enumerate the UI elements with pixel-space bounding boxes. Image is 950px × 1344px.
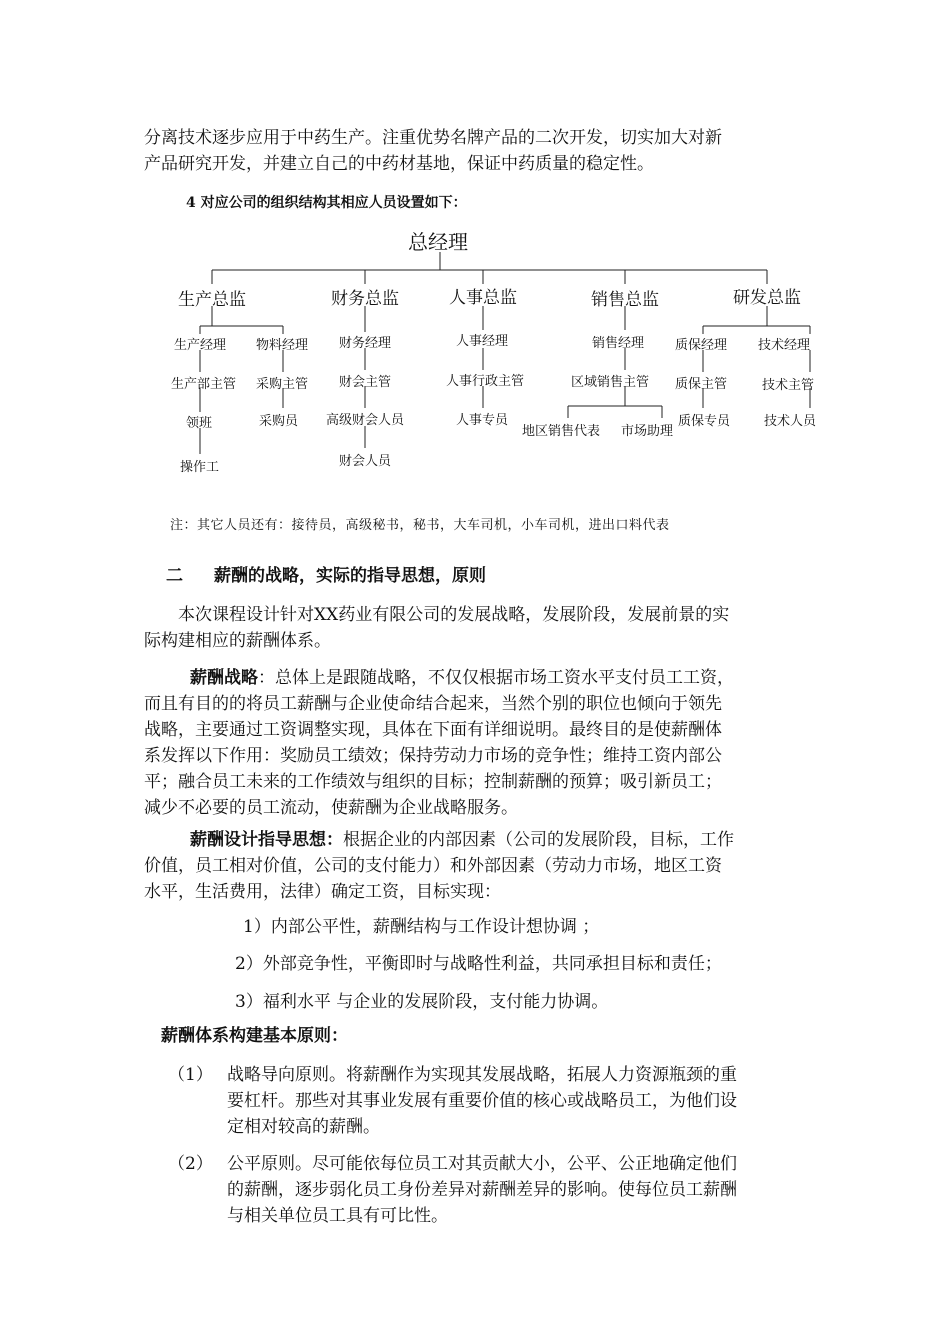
guide-line-1 — [190, 827, 734, 853]
node-accountant: 财会人员 — [339, 454, 392, 469]
guide-line-2: 价值，员工相对价值，公司的支付能力）和外部因素（劳动力市场，地区工资 — [144, 856, 722, 876]
strategy-line-5: 平；融合员工未来的工作绩效与组织的目标；控制薪酬的预算；吸引新员工； — [144, 772, 722, 792]
node-qa-manager: 质保经理 — [675, 338, 728, 353]
section-title: 薪酬的战略，实际的指导思想，原则 — [214, 566, 486, 586]
org-heading: 4 对应公司的组织结构其相应人员设置如下： — [186, 195, 467, 211]
node-tech-manager: 技术经理 — [758, 338, 811, 353]
strategy-line-6: 减少不必要的员工流动，使薪酬为企业战略服务。 — [144, 798, 518, 818]
principle-1-number: （1） — [168, 1065, 213, 1085]
node-production-manager: 生产经理 — [174, 338, 227, 353]
guide-line-3: 水平，生活费用，法律）确定工资，目标实现： — [144, 882, 501, 902]
node-material-manager: 物料经理 — [256, 338, 309, 353]
strategy-line-3: 战略，主要通过工资调整实现，具体在下面有详细说明。最终目的是使薪酬体 — [144, 720, 722, 740]
node-finance-manager: 财务经理 — [339, 336, 392, 351]
node-operator: 操作工 — [180, 460, 220, 475]
target-item-2: 2）外部竞争性，平衡即时与战略性利益，共同承担目标和责任； — [235, 954, 722, 974]
strategy-text-1: ：总体上是跟随战略，不仅仅根据市场工资水平支付员工工资， — [258, 668, 734, 688]
node-hr-director: 人事总监 — [449, 288, 517, 308]
node-finance-director: 财务总监 — [331, 289, 399, 309]
node-qa-supervisor: 质保主管 — [675, 377, 728, 392]
section-number: 二 — [166, 566, 183, 586]
para1-line-1: 本次课程设计针对XX药业有限公司的发展战略，发展阶段，发展前景的实 — [178, 605, 730, 625]
node-regional-sales-supervisor: 区域销售主管 — [571, 375, 650, 390]
node-hr-specialist: 人事专员 — [456, 413, 509, 428]
org-chart-lines — [150, 222, 830, 482]
target-item-3: 3）福利水平 与企业的发展阶段，支付能力协调。 — [235, 992, 609, 1012]
node-sales-manager: 销售经理 — [592, 336, 645, 351]
principles-heading: 薪酬体系构建基本原则： — [161, 1026, 348, 1046]
principle-2-number: （2） — [168, 1154, 213, 1174]
strategy-line-2: 而且有目的的将员工薪酬与企业使命结合起来，当然个别的职位也倾向于领先 — [144, 694, 722, 714]
principle-1-line-3: 定相对较高的薪酬。 — [227, 1117, 380, 1137]
node-tech-supervisor: 技术主管 — [762, 378, 815, 393]
node-qa-specialist: 质保专员 — [678, 414, 731, 429]
strategy-line-1 — [190, 665, 734, 691]
node-hr-manager: 人事经理 — [456, 334, 509, 349]
node-purchaser: 采购员 — [259, 414, 299, 429]
principle-1-line-1: 战略导向原则。将薪酬作为实现其发展战略，拓展人力资源瓶颈的重 — [227, 1065, 737, 1085]
strategy-label: 薪酬战略 — [190, 668, 258, 688]
node-senior-accountant: 高级财会人员 — [326, 413, 405, 428]
strategy-line-4: 系发挥以下作用：奖励员工绩效；保持劳动力市场的竞争性；维持工资内部公 — [144, 746, 722, 766]
node-production-director: 生产总监 — [178, 290, 246, 310]
guide-label: 薪酬设计指导思想： — [190, 830, 343, 850]
principle-2-line-3: 与相关单位员工具有可比性。 — [227, 1206, 448, 1226]
principle-1-line-2: 要杠杆。那些对其事业发展有重要价值的核心或战略员工，为他们设 — [227, 1091, 737, 1111]
node-general-manager: 总经理 — [408, 230, 468, 254]
org-chart — [150, 222, 830, 482]
guide-text-1: 根据企业的内部因素（公司的发展阶段，目标，工作 — [343, 830, 734, 850]
node-area-sales-rep: 地区销售代表 — [522, 424, 601, 439]
node-purchase-supervisor: 采购主管 — [256, 377, 309, 392]
node-hr-admin-supervisor: 人事行政主管 — [446, 374, 525, 389]
intro-line-2: 产品研究开发，并建立自己的中药材基地，保证中药质量的稳定性。 — [144, 154, 654, 174]
node-production-supervisor: 生产部主管 — [171, 377, 237, 392]
node-accounting-supervisor: 财会主管 — [339, 375, 392, 390]
target-item-1: 1）内部公平性，薪酬结构与工作设计想协调 ； — [243, 917, 600, 937]
para1-line-2: 际构建相应的薪酬体系。 — [144, 631, 331, 651]
org-note: 注：其它人员还有：接待员，高级秘书，秘书，大车司机，小车司机，进出口料代表 — [170, 518, 670, 533]
node-team-leader: 领班 — [186, 416, 213, 431]
node-marketing-assistant: 市场助理 — [621, 424, 674, 439]
node-sales-director: 销售总监 — [591, 290, 659, 310]
intro-line-1: 分离技术逐步应用于中药生产。注重优势名牌产品的二次开发，切实加大对新 — [144, 128, 722, 148]
node-tech-staff: 技术人员 — [764, 414, 817, 429]
principle-2-line-2: 的薪酬，逐步弱化员工身份差异对薪酬差异的影响。使每位员工薪酬 — [227, 1180, 737, 1200]
node-rnd-director: 研发总监 — [733, 288, 801, 308]
principle-2-line-1: 公平原则。尽可能依每位员工对其贡献大小，公平、公正地确定他们 — [227, 1154, 737, 1174]
